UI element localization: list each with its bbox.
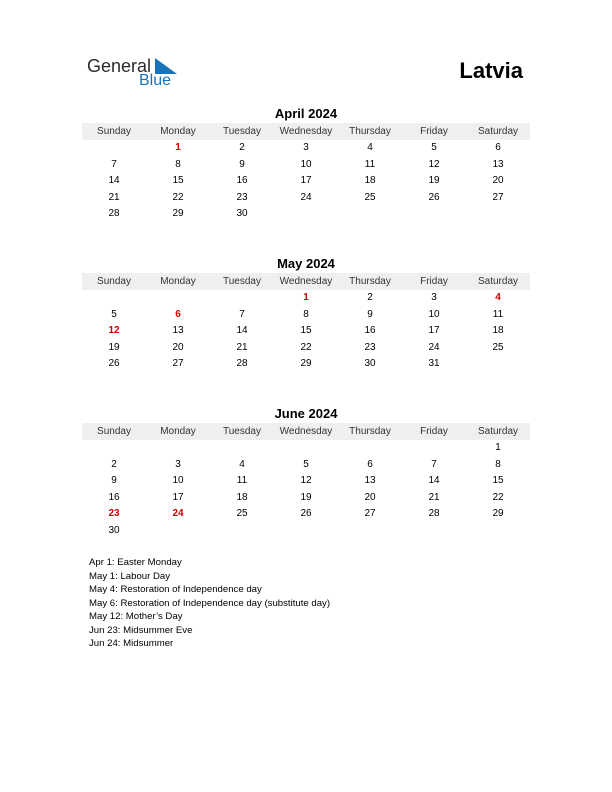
weekday-label: Wednesday — [279, 126, 333, 137]
holiday-day-cell: 6 — [175, 308, 181, 320]
weekday-header — [82, 423, 530, 440]
day-cell: 6 — [495, 142, 501, 153]
day-cell — [402, 523, 466, 540]
holiday-list — [89, 556, 339, 651]
weekday-label: Monday — [160, 426, 196, 437]
day-cell: 3 — [303, 142, 309, 153]
month-title: April 2024 — [274, 106, 338, 121]
day-cell: 18 — [492, 325, 504, 337]
month-calendar — [82, 256, 530, 373]
day-cell: 11 — [492, 308, 504, 320]
holiday-list-item: Apr 1: Easter Monday — [89, 557, 182, 568]
day-cell — [146, 290, 210, 307]
day-cell: 28 — [236, 358, 248, 370]
day-cell: 8 — [303, 308, 309, 320]
day-cell — [402, 440, 466, 457]
day-cell: 3 — [431, 292, 437, 303]
day-cell: 24 — [300, 191, 312, 203]
day-cell: 31 — [428, 358, 440, 370]
weekday-label: Wednesday — [279, 276, 333, 287]
day-cell: 17 — [172, 491, 184, 503]
day-cell: 2 — [111, 458, 117, 470]
holiday-list-item: May 4: Restoration of Independence day — [89, 584, 262, 595]
day-cell: 7 — [239, 308, 245, 320]
weekday-label: Saturday — [477, 426, 519, 437]
day-cell — [338, 206, 402, 223]
day-cell: 30 — [108, 524, 120, 536]
day-cell: 14 — [108, 175, 120, 187]
weekday-label: Sunday — [97, 126, 131, 137]
day-cell: 28 — [108, 208, 120, 220]
day-cell: 25 — [364, 191, 376, 203]
day-cell — [402, 206, 466, 223]
day-cell: 20 — [364, 491, 376, 503]
day-cell: 17 — [300, 175, 312, 187]
day-cell: 11 — [364, 158, 376, 170]
weekday-label: Monday — [160, 126, 196, 137]
holiday-list-item: May 12: Mother’s Day — [89, 611, 183, 622]
day-cell: 26 — [428, 191, 440, 203]
day-cell: 17 — [428, 325, 440, 337]
day-cell: 19 — [300, 491, 312, 503]
holiday-day-cell: 12 — [108, 325, 120, 337]
day-cell — [466, 356, 530, 373]
day-cell: 9 — [239, 158, 245, 170]
month-title: May 2024 — [277, 256, 335, 271]
day-cell: 1 — [495, 442, 501, 453]
holiday-day-cell: 4 — [495, 292, 501, 303]
day-cell: 15 — [492, 475, 504, 487]
day-cell: 27 — [492, 191, 504, 203]
week-row — [82, 140, 530, 157]
day-cell: 5 — [111, 308, 117, 320]
day-cell: 6 — [367, 458, 373, 470]
holiday-day-cell: 1 — [303, 292, 309, 303]
day-cell: 16 — [236, 175, 248, 187]
holiday-list-item: May 6: Restoration of Independence day (substitute day) — [89, 597, 331, 609]
day-cell: 13 — [364, 475, 376, 487]
weekday-label: Monday — [160, 276, 196, 287]
weekday-header — [82, 123, 530, 140]
day-cell: 7 — [431, 458, 437, 470]
weekday-label: Wednesday — [279, 426, 333, 437]
holiday-list-item: Jun 23: Midsummer Eve — [89, 624, 193, 636]
day-cell: 2 — [239, 142, 245, 153]
logo-text-general: General — [87, 56, 152, 76]
day-cell: 22 — [300, 341, 312, 353]
day-cell: 29 — [492, 508, 504, 520]
holiday-list-item: Jun 24: Midsummer — [89, 638, 174, 649]
day-cell: 21 — [108, 191, 120, 203]
day-cell: 9 — [367, 308, 373, 320]
month-calendar — [82, 106, 530, 223]
weekday-label: Friday — [420, 126, 448, 137]
day-cell: 20 — [172, 341, 184, 353]
day-cell: 3 — [175, 458, 181, 470]
day-cell: 10 — [428, 308, 440, 320]
day-cell: 26 — [108, 358, 120, 370]
week-row — [82, 307, 530, 324]
weekday-label: Tuesday — [223, 426, 261, 437]
weekday-label: Sunday — [97, 426, 131, 437]
day-cell — [338, 523, 402, 540]
day-cell: 9 — [111, 475, 117, 487]
day-cell: 27 — [364, 508, 376, 520]
day-cell — [82, 140, 146, 157]
day-cell: 19 — [428, 175, 440, 187]
weekday-label: Saturday — [477, 276, 519, 287]
day-cell — [466, 206, 530, 223]
day-cell — [274, 440, 338, 457]
day-cell: 24 — [428, 341, 440, 353]
day-cell — [338, 440, 402, 457]
day-cell: 4 — [239, 458, 245, 470]
day-cell: 11 — [236, 475, 248, 487]
day-cell: 8 — [175, 158, 181, 170]
day-cell: 20 — [492, 175, 504, 187]
weekday-label: Thursday — [349, 126, 391, 137]
week-row — [82, 356, 530, 373]
day-cell: 19 — [108, 341, 120, 353]
week-row — [82, 473, 530, 490]
weekday-label: Thursday — [349, 426, 391, 437]
weekday-label: Saturday — [477, 126, 519, 137]
week-row — [82, 523, 530, 540]
day-cell — [210, 523, 274, 540]
day-cell: 29 — [172, 208, 184, 220]
week-row — [82, 206, 530, 223]
logo-text-blue: Blue — [139, 72, 172, 89]
week-row — [82, 457, 530, 474]
day-cell: 22 — [492, 491, 504, 503]
month-calendar — [82, 406, 530, 540]
day-cell: 7 — [111, 158, 117, 170]
week-row — [82, 157, 530, 174]
week-row — [82, 490, 530, 507]
day-cell — [82, 440, 146, 457]
day-cell: 23 — [236, 191, 248, 203]
country-title: Latvia — [459, 58, 523, 83]
day-cell — [274, 523, 338, 540]
week-row — [82, 190, 530, 207]
day-cell — [146, 440, 210, 457]
day-cell: 10 — [300, 158, 312, 170]
holiday-day-cell: 23 — [108, 508, 120, 520]
day-cell: 14 — [428, 475, 440, 487]
day-cell: 25 — [492, 341, 504, 353]
day-cell: 5 — [431, 142, 437, 153]
week-row — [82, 506, 530, 523]
week-row — [82, 340, 530, 357]
day-cell: 23 — [364, 341, 376, 353]
weekday-header — [82, 273, 530, 290]
weekday-label: Thursday — [349, 276, 391, 287]
day-cell: 18 — [236, 491, 248, 503]
weekday-label: Sunday — [97, 276, 131, 287]
holiday-day-cell: 1 — [175, 142, 181, 153]
day-cell — [146, 523, 210, 540]
weekday-label: Friday — [420, 276, 448, 287]
day-cell — [466, 523, 530, 540]
day-cell: 26 — [300, 508, 312, 520]
weekday-label: Tuesday — [223, 126, 261, 137]
weekday-label: Tuesday — [223, 276, 261, 287]
week-row — [82, 323, 530, 340]
week-row — [82, 173, 530, 190]
day-cell: 16 — [364, 325, 376, 337]
day-cell: 14 — [236, 325, 248, 337]
day-cell: 2 — [367, 292, 373, 303]
holiday-day-cell: 24 — [172, 508, 184, 520]
day-cell: 12 — [428, 158, 440, 170]
day-cell: 22 — [172, 191, 184, 203]
day-cell: 8 — [495, 458, 501, 470]
day-cell: 4 — [367, 142, 373, 153]
day-cell: 30 — [364, 358, 376, 370]
day-cell: 21 — [428, 491, 440, 503]
day-cell — [210, 440, 274, 457]
day-cell: 13 — [492, 158, 504, 170]
holiday-list-item: May 1: Labour Day — [89, 570, 171, 582]
weekday-label: Friday — [420, 426, 448, 437]
brand-logo — [87, 56, 187, 92]
day-cell — [274, 206, 338, 223]
day-cell — [82, 290, 146, 307]
week-row — [82, 290, 530, 307]
week-row — [82, 440, 530, 457]
day-cell: 15 — [300, 325, 312, 337]
day-cell: 29 — [300, 358, 312, 370]
day-cell: 13 — [172, 325, 184, 337]
day-cell: 27 — [172, 358, 184, 370]
day-cell: 18 — [364, 175, 376, 187]
day-cell — [210, 290, 274, 307]
day-cell: 15 — [172, 175, 184, 187]
day-cell: 25 — [236, 508, 248, 520]
day-cell: 30 — [236, 208, 248, 220]
day-cell: 12 — [300, 475, 312, 487]
day-cell: 21 — [236, 341, 248, 353]
month-title: June 2024 — [274, 406, 338, 421]
day-cell: 28 — [428, 508, 440, 520]
day-cell: 16 — [108, 491, 120, 503]
day-cell: 10 — [172, 475, 184, 487]
day-cell: 5 — [303, 458, 309, 470]
